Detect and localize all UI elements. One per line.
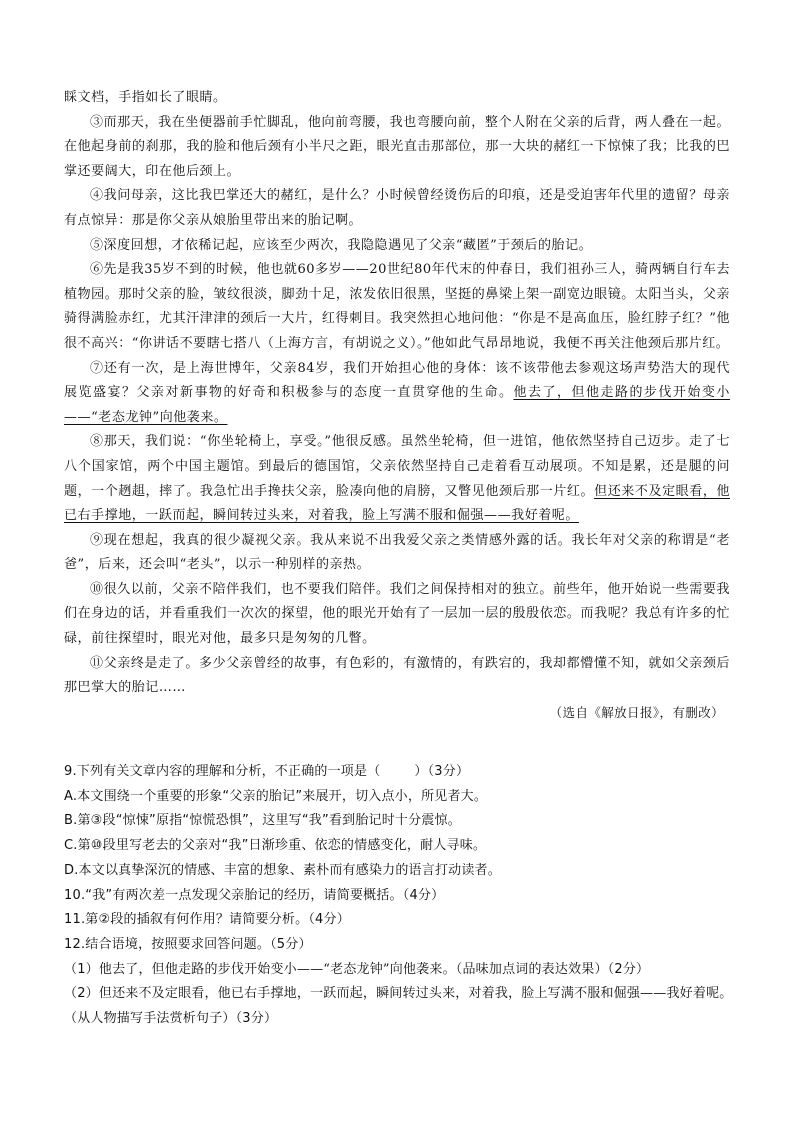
- question-9: [64, 760, 744, 785]
- article-source: （选自《解放日报》，有删改）: [549, 704, 724, 720]
- quoted-sentence: 他去了，但他走路的步伐开始变小——“老态龙钟”向他袭来。: [98, 961, 456, 977]
- paragraph-3: ③而那天，我在坐便器前手忙脚乱，他向前弯腰，我也弯腰向前，整个人附在父亲的后背，两人叠在一起。在他起身前的刹那，我的脸和他后颈有小半尺之距，眼光直击那部位，那一大块的赭红一下惊悚了我；比我的巴掌还要阔大，印在他后颈上。: [64, 114, 730, 179]
- reading-passage: [64, 86, 730, 725]
- question-12: 12.结合语境，按照要求回答问题。（5分）: [64, 936, 312, 952]
- paragraph-7-text: ⑦还有一次，是上海世博年，父亲84岁，我们开始担心他的身体：该不该带他去参观这场声势浩大的现代展览盛宴？父亲对新事物的好奇和积极参与的态度一直贯穿他的生命。: [64, 360, 730, 401]
- paragraph-5: ⑤深度回想，才依稀记起，应该至少两次，我隐隐遇见了父亲“藏匿”于颈后的胎记。: [90, 237, 593, 253]
- question-9-stem: 9.下列有关文章内容的理解和分析，不正确的一项是（: [64, 764, 381, 779]
- underlined-sentence-1: 他去了，但他走路的步伐开始变小——“老态龙钟”向他袭来。: [64, 385, 730, 425]
- sub-question-requirement: （从人物描写手法赏析句子）（3分）: [64, 1011, 278, 1027]
- paragraph-4: ④我问母亲，这比我巴掌还大的赭红，是什么？小时候曾经烫伤后的印痕，还是受迫害年代里的遗留？母亲有点惊异：那是你父亲从娘胎里带出来的胎记啊。: [64, 188, 730, 228]
- question-section: [64, 760, 744, 1032]
- sub-question-number: （2）: [64, 986, 99, 1002]
- paragraph-11: ⑪父亲终是走了。多少父亲曾经的故事，有色彩的，有激情的，有跌宕的，我却都懵懂不知，就如父亲颈后那巴掌大的胎记……: [64, 655, 730, 696]
- paragraph-continued: 睬文档，手指如长了眼睛。: [64, 90, 227, 105]
- option-a: A.本文围绕一个重要的形象“父亲的胎记”来展开，切入点小，所见者大。: [64, 788, 488, 804]
- paragraph-8: [64, 430, 730, 528]
- paragraph-7: [64, 357, 730, 431]
- underlined-sentence-2: 但还来不及定眼看，他已右手撑地，一跃而起，瞬间转过头来，对着我，脸上写满不服和倔强——我好着呢。: [64, 483, 730, 524]
- sub-question-number: （1）: [64, 961, 99, 977]
- paragraph-8-text: ⑧那天，我们说：“你坐轮椅上，享受。”他很反感。虽然坐轮椅，但一进馆，他依然坚持自己迈步。走了七八个国家馆，两个中国主题馆。到最后的德国馆，父亲依然坚持自己走着看互动展项。不知是累，还是腿的问题，一个趔趄，摔了。我急忙出手搀扶父亲，脸凑向他的肩膀，又瞥见他颈后那一片红。: [64, 434, 730, 499]
- option-c: C.第⑩段里写老去的父亲对“我”日渐珍重、依恋的情感变化，耐人寻味。: [64, 838, 487, 854]
- option-b: B.第③段“惊悚”原指“惊慌恐惧”，这里写“我”看到胎记时十分震惊。: [64, 813, 461, 829]
- question-10: 10.“我”有两次差一点发现父亲胎记的经历，请简要概括。（4分）: [64, 887, 445, 903]
- option-d: D.本文以真挚深沉的情感、丰富的想象、素朴而有感染力的语言打动读者。: [64, 862, 501, 878]
- sub-question-requirement: （品味加点词的表达效果）（2分）: [455, 961, 650, 977]
- question-11: 11.第②段的插叙有何作用？请简要分析。（4分）: [64, 912, 350, 928]
- question-12-1: [64, 958, 744, 983]
- paragraph-6: ⑥先是我35岁不到的时候，他也就60多岁——20世纪80年代末的仲春日，我们祖孙三人，骑两辆自行车去植物园。那时父亲的脸，皱纹很淡，脚劲十足，浓发依旧很黑，坚挺的鼻梁上架一副宽边眼镜。太阳当头，父亲骑得满脸赤红，尤其汗津津的颈后一大片，红得刺目。我突然担心地问他：“你是不是高血压，脸红脖子红？”他很不高兴：“你讲话不要瞎七搭八（上海方言，有胡说之义）。”他如此气昂昂地说，我便不再关注他颈后那片红。: [64, 262, 730, 351]
- question-9-score: ）（3分）: [414, 764, 470, 779]
- question-12-2: [64, 982, 744, 1031]
- paragraph-10: ⑩很久以前，父亲不陪伴我们，也不要我们陪伴。我们之间保持相对的独立。前些年，他开始说一些需要我们在身边的话，并看重我们一次次的探望，他的眼光开始有了一层加一层的殷殷依恋。而我呢？我总有许多的忙碌，前往探望时，眼光对他，最多只是匆匆的几瞥。: [64, 581, 730, 647]
- quoted-sentence: 但还来不及定眼看，他已右手撑地，一跃而起，瞬间转过头来，对着我，脸上写满不服和倔强——我好着呢。: [98, 986, 733, 1002]
- paragraph-9: ⑨现在想起，我真的很少凝视父亲。我从来说不出我爱父亲之类情感外露的话。我长年对父亲的称谓是“老爸”，后来，还会叫“老头”，以示一种别样的亲热。: [64, 532, 730, 573]
